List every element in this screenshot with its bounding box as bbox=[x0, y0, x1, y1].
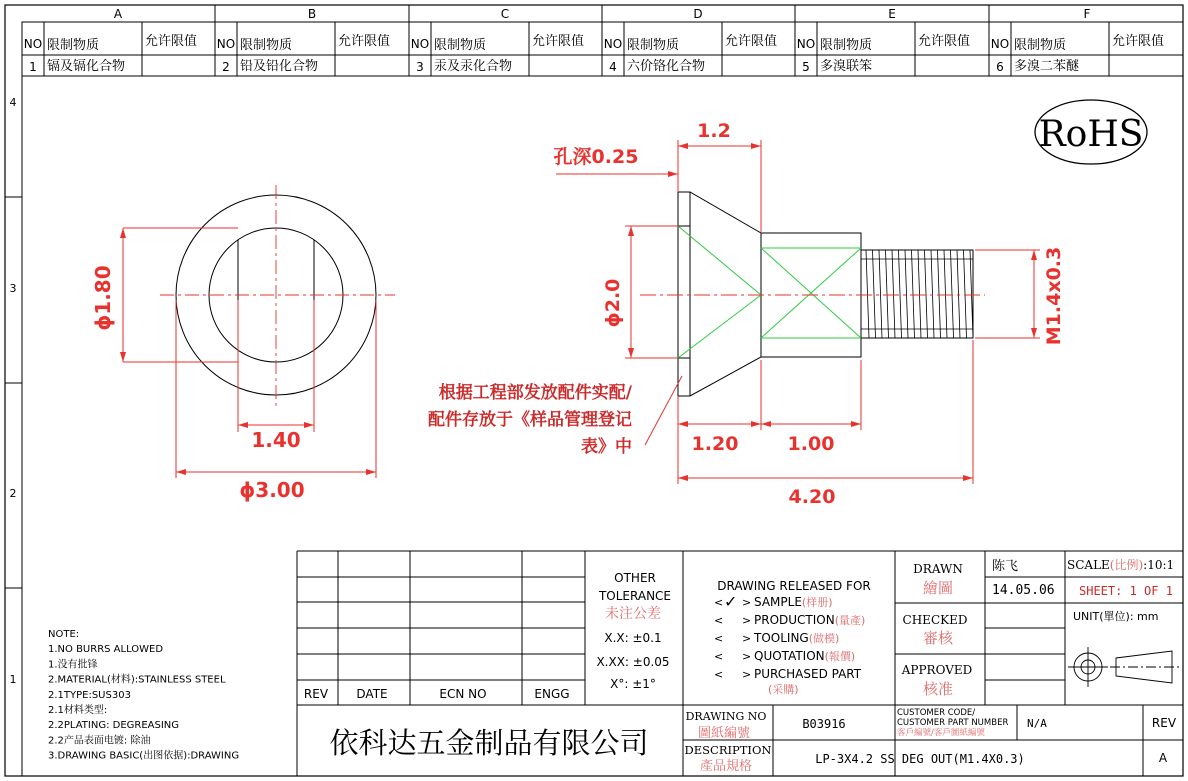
svg-text:<: < bbox=[714, 596, 724, 609]
description-label: DESCRIPTION bbox=[684, 743, 772, 757]
zone-label-E: E bbox=[888, 7, 896, 21]
dim-d300: ϕ3.00 bbox=[239, 478, 305, 502]
dim-hole-depth: 孔深0.25 bbox=[553, 146, 639, 168]
projection-symbol bbox=[1068, 647, 1180, 687]
note-line: 1.没有批锋 bbox=[48, 659, 98, 671]
approved-label: APPROVED bbox=[901, 663, 973, 677]
restrict-row-substance: 铅及铅化合物 bbox=[240, 59, 319, 74]
tolerance-xxx: X.XX: ±0.05 bbox=[596, 655, 670, 669]
restrict-no-header: NO bbox=[216, 37, 236, 51]
release-item: PURCHASED PART (采購) bbox=[754, 667, 862, 696]
restrict-no-header: NO bbox=[23, 37, 43, 51]
description-label-cn: 產品規格 bbox=[699, 759, 753, 774]
restrict-substance-header: 限制物质 bbox=[47, 38, 100, 53]
restrict-row-substance: 镉及镉化合物 bbox=[47, 59, 126, 74]
rev-header: REV bbox=[303, 687, 329, 701]
zone-label-1: 1 bbox=[9, 673, 17, 686]
restrict-substance-header: 限制物质 bbox=[240, 38, 293, 53]
note-line: 2.2产品表面电镀: 除油 bbox=[48, 735, 151, 747]
restrict-no-header: NO bbox=[990, 37, 1010, 51]
sheet-label: SHEET: 1 OF 1 bbox=[1079, 584, 1173, 598]
hidden-lines bbox=[678, 226, 861, 358]
restrict-limit-header: 允许限值 bbox=[145, 34, 198, 49]
svg-text:>: > bbox=[742, 632, 752, 645]
restrict-limit-header: 允许限值 bbox=[338, 34, 391, 49]
svg-text:<: < bbox=[714, 614, 724, 627]
dim-d100: 1.00 bbox=[787, 433, 835, 455]
rev-label: REV bbox=[1151, 716, 1177, 730]
restrict-row-substance: 多溴联笨 bbox=[820, 59, 873, 74]
side-view bbox=[678, 192, 973, 396]
note-line: 2.MATERIAL(材料):STAINLESS STEEL bbox=[48, 674, 226, 686]
zone-label-B: B bbox=[307, 7, 317, 21]
rev-value: A bbox=[1158, 751, 1168, 765]
customer-code-label-cn: 客戶編號/客戶圖紙編號 bbox=[897, 728, 985, 738]
restrict-row-substance: 六价铬化合物 bbox=[627, 59, 706, 74]
tolerance-cn: 未注公差 bbox=[605, 606, 661, 622]
customer-code-label-1: CUSTOMER CODE/ bbox=[897, 708, 976, 718]
note-line: NOTE: bbox=[48, 629, 80, 640]
dim-d420: 4.20 bbox=[788, 486, 836, 508]
ecn-header: ECN NO bbox=[439, 687, 487, 701]
dim-d20: ϕ2.0 bbox=[602, 278, 624, 328]
drawing-no-label-cn: 圖紙編號 bbox=[697, 726, 751, 741]
date-header: DATE bbox=[356, 687, 388, 701]
callout-line-3: 表》中 bbox=[581, 437, 632, 457]
dim-d140: 1.40 bbox=[251, 428, 301, 452]
customer-code-label-2: CUSTOMER PART NUMBER bbox=[897, 718, 1009, 728]
callout-line-1: 根据工程部发放配件实配/ bbox=[438, 383, 632, 403]
restrict-no-header: NO bbox=[796, 37, 816, 51]
dim-d120: 1.20 bbox=[691, 433, 739, 455]
release-title: DRAWING RELEASED FOR bbox=[717, 579, 871, 593]
restrict-row-no: 6 bbox=[996, 60, 1004, 74]
drawn-date: 14.05.06 bbox=[992, 583, 1055, 598]
rohs-text: RoHS bbox=[1038, 114, 1144, 155]
restrict-row-no: 5 bbox=[802, 60, 810, 74]
zone-label-C: C bbox=[500, 7, 510, 21]
dim-d180: ϕ1.80 bbox=[91, 265, 115, 331]
tolerance-title-1: OTHER bbox=[614, 571, 656, 585]
restrict-limit-header: 允许限值 bbox=[1112, 34, 1165, 49]
drawing-no-value: B03916 bbox=[802, 717, 846, 731]
restrict-row-no: 4 bbox=[609, 60, 617, 74]
restrict-row-substance: 多溴二苯醚 bbox=[1014, 59, 1080, 74]
tolerance-xx: X.X: ±0.1 bbox=[604, 631, 662, 645]
dim-thread: M1.4x0.3 bbox=[1043, 246, 1065, 346]
restrict-substance-header: 限制物质 bbox=[820, 38, 873, 53]
restricted-substances-table bbox=[22, 22, 1183, 76]
svg-text:<: < bbox=[714, 668, 724, 681]
drawing-no-label: DRAWING NO bbox=[685, 710, 767, 723]
restrict-row-no: 3 bbox=[416, 60, 424, 74]
drawer-name: 陈飞 bbox=[992, 559, 1019, 574]
engg-header: ENGG bbox=[534, 687, 570, 701]
restrict-limit-header: 允许限值 bbox=[725, 34, 778, 49]
note-line: 2.2PLATING: DEGREASING bbox=[48, 720, 180, 732]
note-line: 1.NO BURRS ALLOWED bbox=[48, 644, 164, 656]
scale-label: SCALE(比例):10:1 bbox=[1067, 558, 1175, 572]
note-line: 3.DRAWING BASIC(出图依据):DRAWING bbox=[48, 750, 240, 762]
description-value: LP-3X4.2 SS DEG OUT(M1.4X0.3) bbox=[815, 752, 1025, 766]
restrict-substance-header: 限制物质 bbox=[434, 38, 487, 53]
unit-label: UNIT(單位): mm bbox=[1073, 610, 1159, 623]
release-item: SAMPLE(样册) bbox=[754, 595, 833, 609]
drawn-label: DRAWN bbox=[913, 562, 963, 576]
note-line: 2.1材料类型: bbox=[48, 705, 108, 716]
zone-label-A: A bbox=[113, 7, 123, 21]
restrict-limit-header: 允许限值 bbox=[918, 34, 971, 49]
end-view bbox=[160, 185, 395, 410]
release-item: TOOLING(做模) bbox=[754, 631, 840, 645]
svg-text:<: < bbox=[714, 650, 724, 663]
callout-line-2: 配件存放于《样品管理登记 bbox=[428, 410, 632, 430]
restrict-row-substance: 汞及汞化合物 bbox=[434, 59, 513, 74]
notes-block bbox=[48, 629, 239, 762]
checked-label-cn: 審核 bbox=[922, 629, 954, 647]
zone-label-3: 3 bbox=[9, 282, 17, 295]
customer-code-value: N/A bbox=[1027, 717, 1047, 730]
end-view-dimensions bbox=[123, 228, 376, 478]
svg-text:>: > bbox=[742, 650, 752, 663]
company-name: 依科达五金制品有限公司 bbox=[329, 726, 649, 760]
restrict-no-header: NO bbox=[410, 37, 430, 51]
restrict-substance-header: 限制物质 bbox=[1014, 38, 1067, 53]
release-check-mark: ✓ bbox=[724, 592, 738, 611]
svg-text:>: > bbox=[742, 668, 752, 681]
restrict-row-no: 1 bbox=[29, 60, 37, 74]
restrict-row-no: 2 bbox=[222, 60, 230, 74]
note-line: 2.1TYPE:SUS303 bbox=[48, 689, 131, 701]
zone-label-4: 4 bbox=[9, 96, 17, 109]
restrict-limit-header: 允许限值 bbox=[532, 34, 585, 49]
release-item: QUOTATION(報價) bbox=[754, 649, 856, 663]
release-checklist bbox=[714, 592, 865, 696]
drawn-label-cn: 繪圖 bbox=[922, 579, 954, 597]
release-item: PRODUCTION(量產) bbox=[754, 613, 866, 627]
zone-label-D: D bbox=[693, 7, 703, 21]
restrict-substance-header: 限制物质 bbox=[627, 38, 680, 53]
zone-label-2: 2 bbox=[9, 487, 17, 500]
tolerance-angle: X°: ±1° bbox=[610, 677, 656, 691]
checked-label: CHECKED bbox=[902, 613, 968, 627]
tolerance-title-2: TOLERANCE bbox=[598, 589, 672, 603]
dim-d12: 1.2 bbox=[697, 120, 731, 142]
zone-label-F: F bbox=[1083, 7, 1091, 21]
approved-label-cn: 核准 bbox=[922, 680, 954, 698]
restrict-no-header: NO bbox=[603, 37, 623, 51]
svg-text:>: > bbox=[742, 596, 752, 609]
svg-text:>: > bbox=[742, 614, 752, 627]
svg-text:<: < bbox=[714, 632, 724, 645]
